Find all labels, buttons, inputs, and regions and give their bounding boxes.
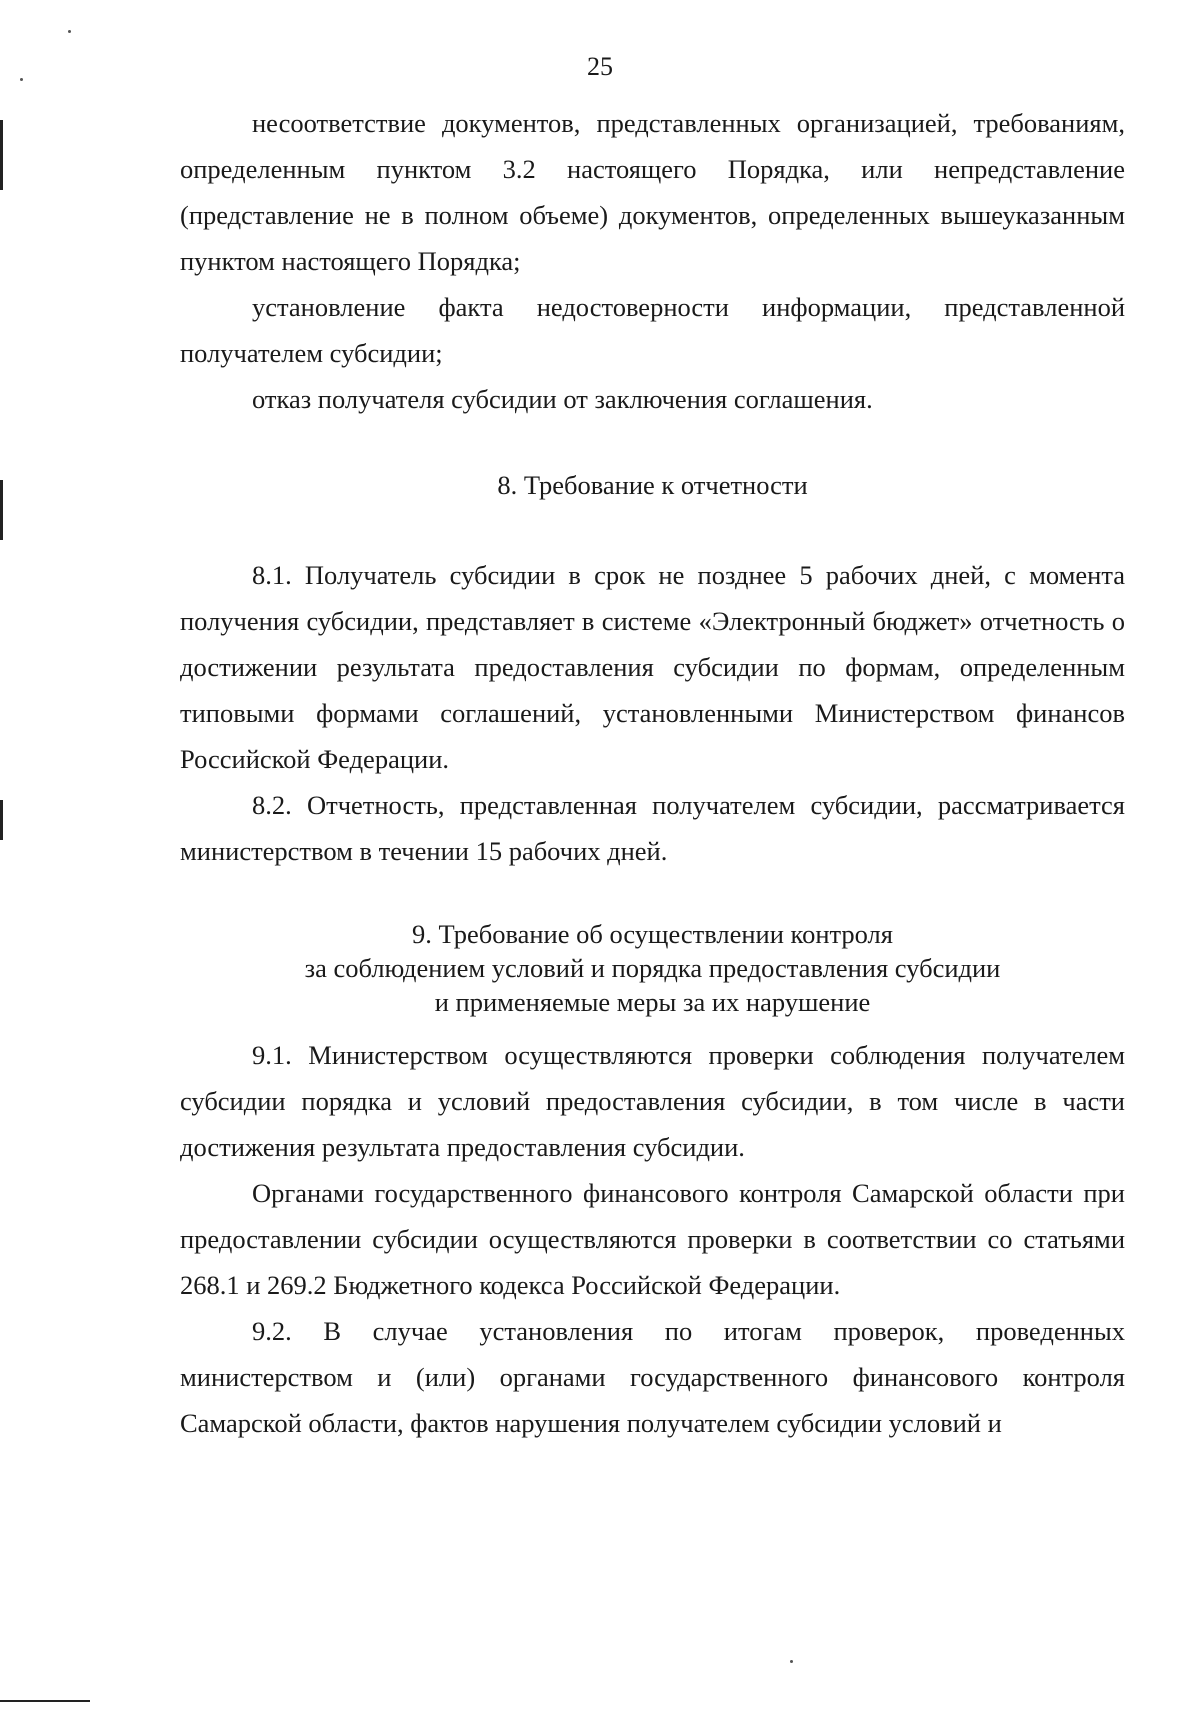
scan-edge-mark <box>0 480 3 540</box>
section-title-line: 9. Требование об осуществлении контроля <box>412 919 893 949</box>
paragraph: 8.2. Отчетность, представленная получателем субсидии, рассматривается министерством в течении 15 рабочих дней. <box>180 790 1125 866</box>
paragraph: несоответствие документов, представленных организацией, требованиям, определенным пунктом 3.2 настоящего Порядка, или непредставление (представление не в полном объеме) документов, определенных вышеуказанным пунктом настоящего Порядка; <box>180 108 1125 276</box>
section-9-heading <box>180 917 1125 1019</box>
paragraph: установление факта недостоверности информации, представленной получателем субсидии; <box>180 292 1125 368</box>
paragraph: 9.1. Министерством осуществляются проверки соблюдения получателем субсидии порядка и условий предоставления субсидии, в том числе в части достижения результата предоставления субсидии. <box>180 1040 1125 1162</box>
text-block-1 <box>180 100 1125 422</box>
paragraph: отказ получателя субсидии от заключения соглашения. <box>252 384 873 414</box>
page-number: 25 <box>587 52 613 81</box>
section-title: 8. Требование к отчетности <box>497 470 808 500</box>
scan-speck <box>68 30 71 33</box>
section-8-body <box>180 552 1125 874</box>
paragraph: 9.2. В случае установления по итогам проверок, проведенных министерством и (или) органами государственного финансового контроля Самарской области, фактов нарушения получателем субсидии условий и <box>180 1316 1125 1438</box>
paragraph: 8.1. Получатель субсидии в срок не позднее 5 рабочих дней, с момента получения субсидии, представляет в системе «Электронный бюджет» отчетность о достижении результата предоставления субсидии по формам, определенным типовыми формами соглашений, установленными Министерством финансов Российской Федерации. <box>180 560 1125 774</box>
paragraph: Органами государственного финансового контроля Самарской области при предоставлении субсидии осуществляются проверки в соответствии со статьями 268.1 и 269.2 Бюджетного кодекса Российской Федерации. <box>180 1178 1125 1300</box>
scan-speck <box>790 1660 793 1663</box>
scan-speck <box>20 78 23 81</box>
section-title-line: за соблюдением условий и порядка предоставления субсидии <box>304 953 1001 983</box>
scan-edge-mark <box>0 120 3 190</box>
section-9-body <box>180 1032 1125 1446</box>
section-title-line: и применяемые меры за их нарушение <box>434 987 871 1017</box>
section-8-heading <box>180 468 1125 502</box>
scan-edge-mark <box>0 1700 90 1702</box>
scan-edge-mark <box>0 800 3 840</box>
